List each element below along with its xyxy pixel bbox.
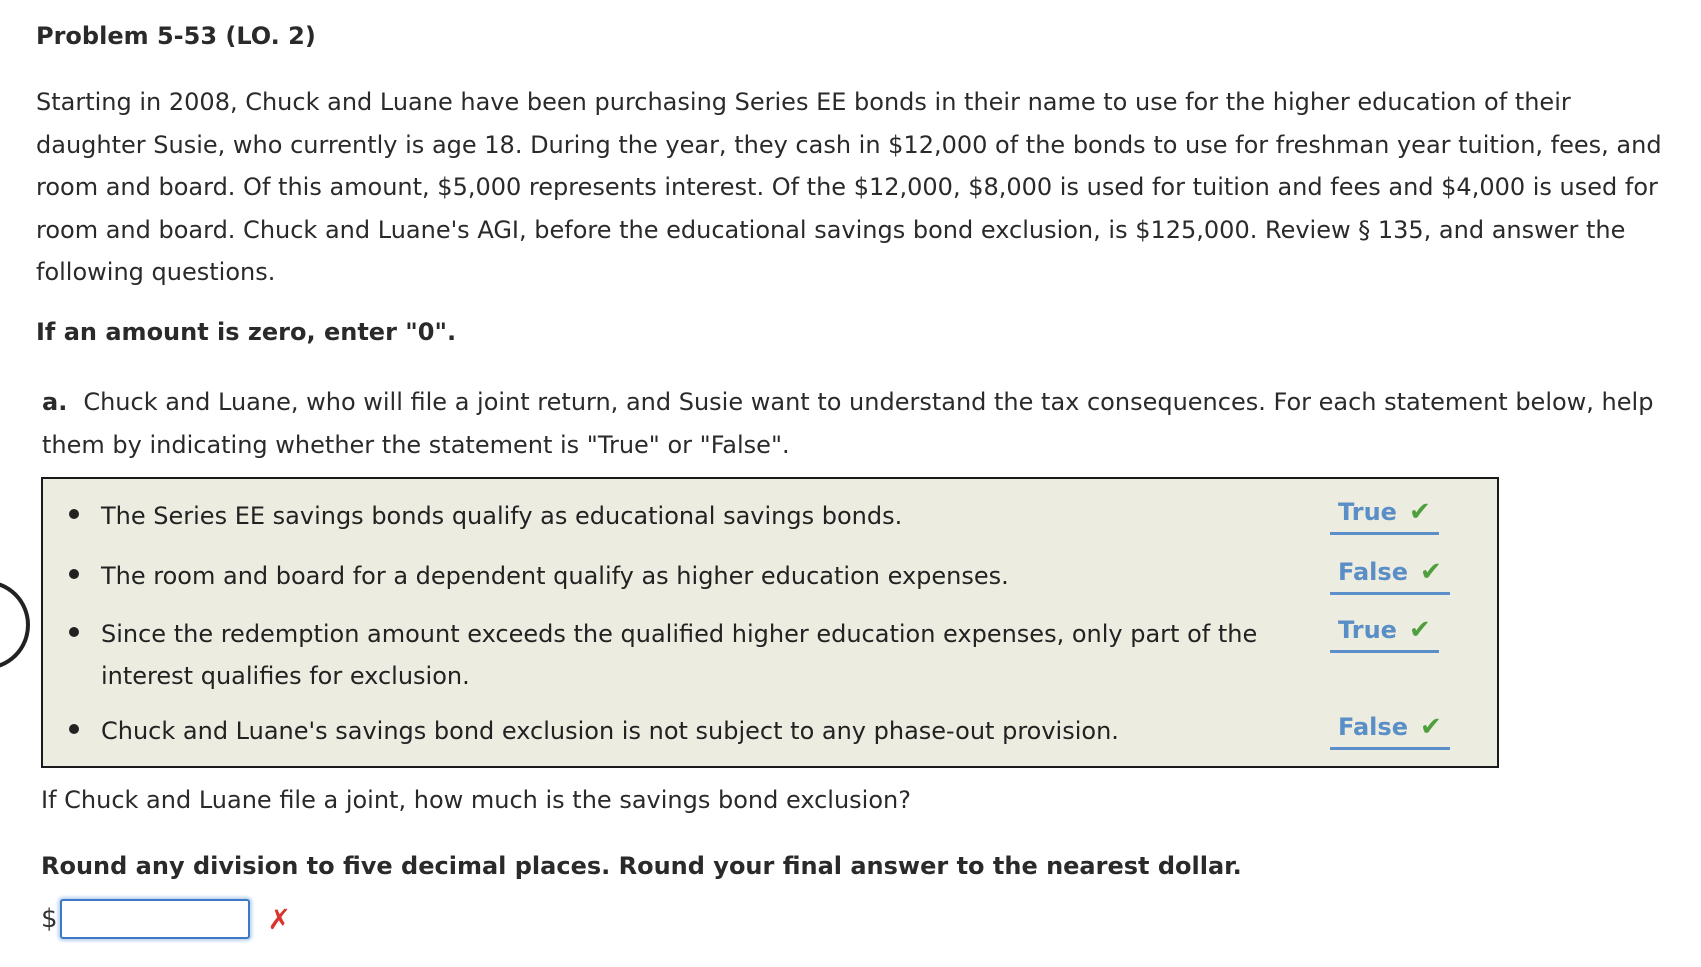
rounding-note: Round any division to five decimal places. Round your final answer to the nearest dollar. — [41, 852, 1242, 880]
zero-entry-note: If an amount is zero, enter "0". — [36, 318, 457, 346]
exclusion-answer-line — [41, 896, 291, 942]
exclusion-amount-input[interactable] — [60, 899, 250, 939]
answer-select[interactable] — [1330, 610, 1439, 653]
answer-select[interactable] — [1330, 552, 1450, 595]
incorrect-x-icon: ✗ — [267, 902, 292, 936]
statement-text: Chuck and Luane's savings bond exclusion is not subject to any phase-out provision. — [101, 717, 1119, 745]
bullet-icon — [69, 569, 79, 579]
statement-text: The Series EE savings bonds qualify as educational savings bonds. — [101, 502, 903, 530]
side-circle-decoration — [0, 580, 30, 670]
part-a-letter: a. — [42, 388, 68, 416]
part-a-text: Chuck and Luane, who will file a joint return, and Susie want to understand the tax consequences. For each statement below, help them by indicating whether the statement is "True" or "False". — [42, 388, 1654, 459]
currency-symbol: $ — [41, 904, 58, 934]
answer-value: True — [1338, 616, 1397, 644]
answer-select[interactable] — [1330, 492, 1439, 535]
exclusion-question: If Chuck and Luane file a joint, how much is the savings bond exclusion? — [41, 786, 911, 814]
true-false-panel — [41, 477, 1499, 768]
problem-title: Problem 5-53 (LO. 2) — [36, 22, 316, 50]
statement-text: The room and board for a dependent qualify as higher education expenses. — [101, 562, 1009, 590]
answer-select[interactable] — [1330, 707, 1450, 750]
bullet-icon — [69, 627, 79, 637]
answer-value: False — [1338, 558, 1408, 586]
check-icon: ✔ — [1419, 557, 1442, 587]
answer-value: False — [1338, 713, 1408, 741]
part-a-instruction — [42, 381, 1662, 467]
statement-text: Since the redemption amount exceeds the qualified higher education expenses, only part of the interest qualifies for exclusion. — [101, 620, 1258, 690]
check-icon: ✔ — [1408, 497, 1431, 527]
check-icon: ✔ — [1408, 615, 1431, 645]
bullet-icon — [69, 509, 79, 519]
check-icon: ✔ — [1419, 712, 1442, 742]
bullet-icon — [69, 724, 79, 734]
answer-value: True — [1338, 498, 1397, 526]
problem-intro: Starting in 2008, Chuck and Luane have been purchasing Series EE bonds in their name to use for the higher education of their daughter Susie, who currently is age 18. During the year, they cash in $12,000 of the bonds to use for freshman year tuition, fees, and room and board. Of this amount, $5,000 represents interest. Of the $12,000, $8,000 is used for tuition and fees and $4,000 is used for room and board. Chuck and Luane's AGI, before the educational savings bond exclusion, is $125,000. Review § 135, and answer the following questions. — [36, 88, 1662, 286]
